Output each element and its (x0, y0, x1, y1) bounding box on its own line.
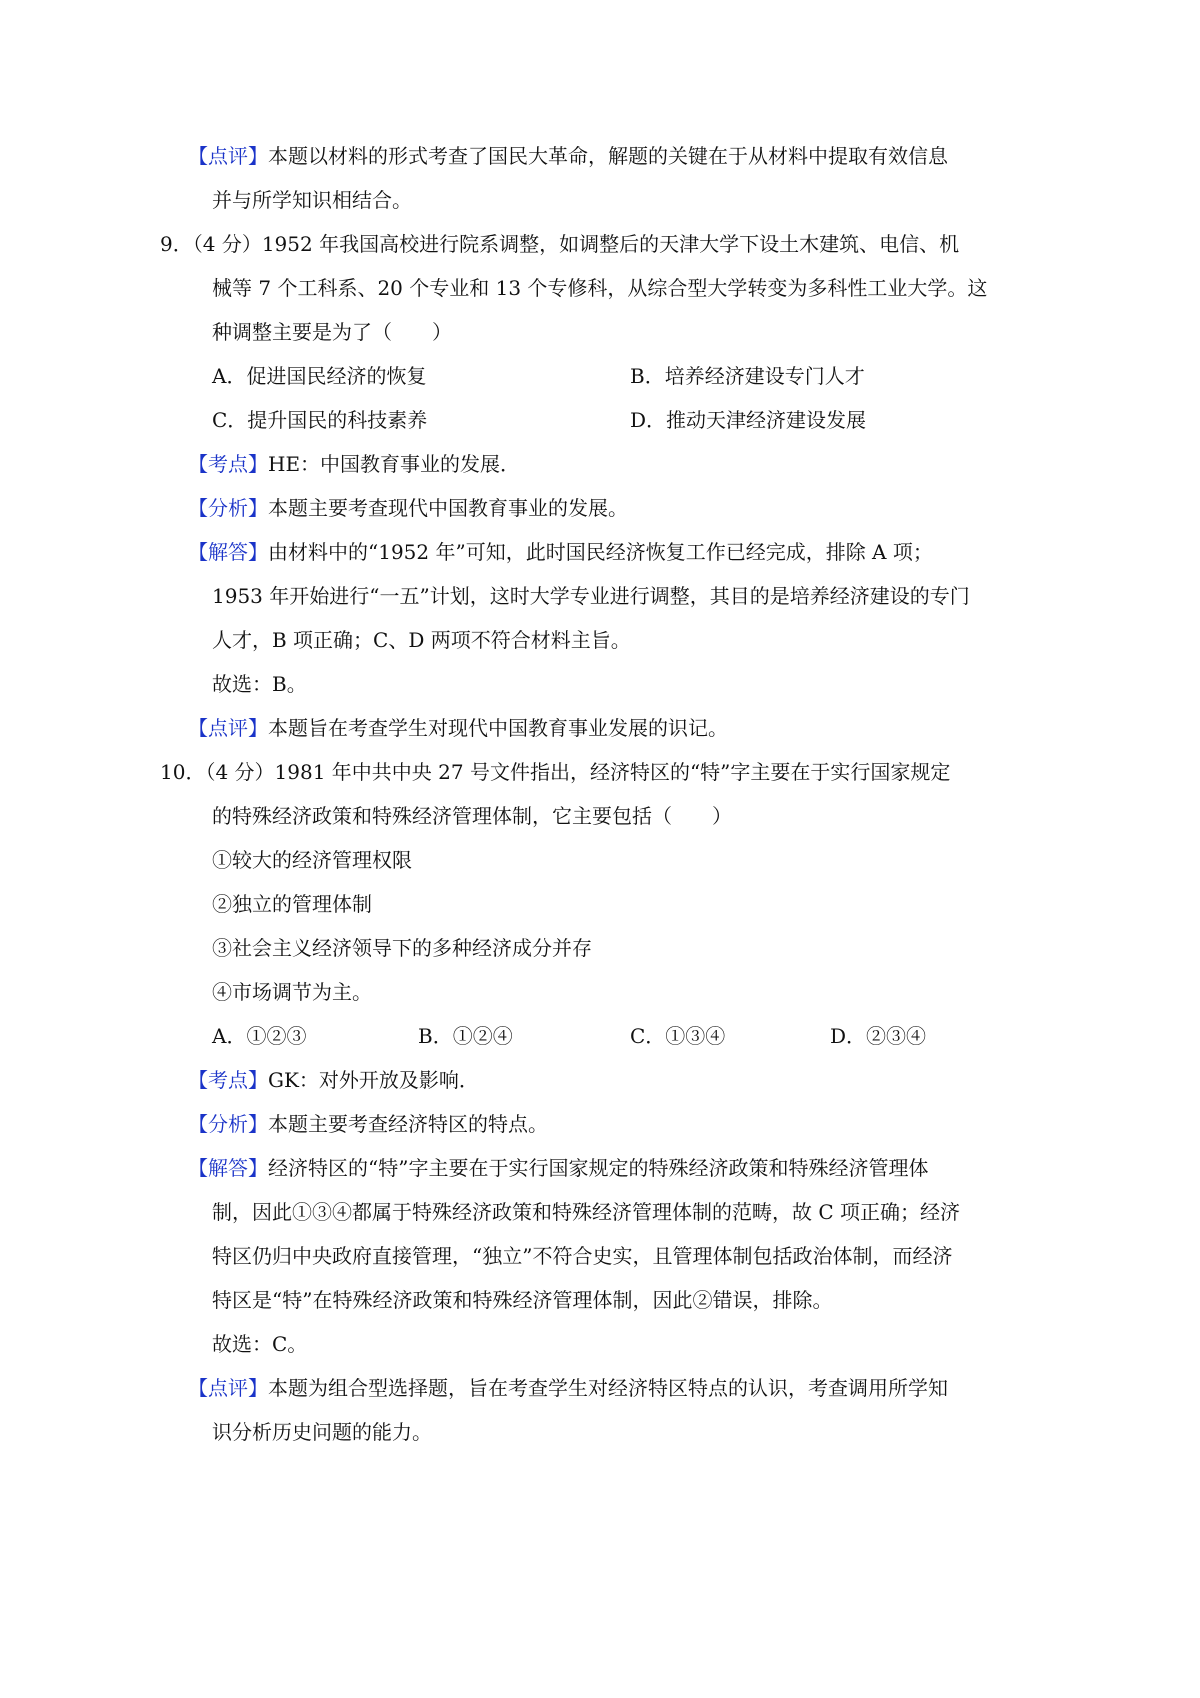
top-review-line-2: 并与所学知识相结合。 (212, 188, 412, 212)
q9-stem-line-2: 械等 7 个工科系、20 个专业和 13 个专修科，从综合型大学转变为多科性工业大学。这 (212, 276, 988, 300)
q10-number: 10． (160, 760, 206, 784)
q9-number: 9． (160, 232, 193, 256)
q10-kaodian: 【考点】GK：对外开放及影响． (188, 1068, 479, 1092)
q10-answer: 故选：C。 (212, 1332, 308, 1356)
q10-item-4: ④市场调节为主。 (212, 980, 372, 1004)
q9-option-d[interactable]: D．推动天津经济建设发展 (630, 408, 867, 432)
q9-review: 【点评】本题旨在考查学生对现代中国教育事业发展的识记。 (188, 716, 728, 740)
q9-jieda-line-3: 人才，B 项正确；C、D 两项不符合材料主旨。 (212, 628, 631, 652)
q9-kaodian: 【考点】HE：中国教育事业的发展． (188, 452, 521, 476)
q10-review-line-2: 识分析历史问题的能力。 (212, 1420, 432, 1444)
q10-item-3: ③社会主义经济领导下的多种经济成分并存 (212, 936, 592, 960)
q9-jieda-line-1: 【解答】由材料中的“1952 年”可知，此时国民经济恢复工作已经完成，排除 A 项； (188, 540, 933, 564)
q9-jieda-line-2: 1953 年开始进行“一五”计划，这时大学专业进行调整，其目的是培养经济建设的专门 (212, 584, 970, 608)
q9-stem-line-3: 种调整主要是为了（ ） (212, 320, 452, 344)
q9-option-a[interactable]: A．促进国民经济的恢复 (212, 364, 427, 388)
q10-option-a[interactable]: A．①②③ (212, 1024, 307, 1048)
q10-item-2: ②独立的管理体制 (212, 892, 372, 916)
q10-fenxi: 【分析】本题主要考查经济特区的特点。 (188, 1112, 548, 1136)
q10-item-1: ①较大的经济管理权限 (212, 848, 412, 872)
q10-jieda-line-2: 制，因此①③④都属于特殊经济政策和特殊经济管理体制的范畴，故 C 项正确；经济 (212, 1200, 961, 1224)
q10-review-line-1: 【点评】本题为组合型选择题，旨在考查学生对经济特区特点的认识，考查调用所学知 (188, 1376, 948, 1400)
q10-stem-line-1: 10．（4 分）1981 年中共中央 27 号文件指出，经济特区的“特”字主要在于实行国家规定 (160, 760, 951, 784)
q9-option-b[interactable]: B．培养经济建设专门人才 (630, 364, 865, 388)
q10-jieda-line-4: 特区是“特”在特殊经济政策和特殊经济管理体制，因此②错误，排除。 (212, 1288, 833, 1312)
q10-option-d[interactable]: D．②③④ (830, 1024, 927, 1048)
top-review-line-1: 【点评】本题以材料的形式考查了国民大革命，解题的关键在于从材料中提取有效信息 (188, 144, 948, 168)
q10-jieda-line-3: 特区仍归中央政府直接管理，“独立”不符合史实，且管理体制包括政治体制，而经济 (212, 1244, 953, 1268)
q10-option-c[interactable]: C．①③④ (630, 1024, 726, 1048)
q10-stem-line-2: 的特殊经济政策和特殊经济管理体制，它主要包括（ ） (212, 804, 732, 828)
q9-answer: 故选：B。 (212, 672, 307, 696)
review-tag: 【点评】 (188, 144, 268, 168)
q10-jieda-line-1: 【解答】经济特区的“特”字主要在于实行国家规定的特殊经济政策和特殊经济管理体 (188, 1156, 929, 1180)
q9-option-c[interactable]: C．提升国民的科技素养 (212, 408, 428, 432)
q10-option-b[interactable]: B．①②④ (418, 1024, 513, 1048)
q9-fenxi: 【分析】本题主要考查现代中国教育事业的发展。 (188, 496, 628, 520)
q9-stem-line-1: 9．（4 分）1952 年我国高校进行院系调整，如调整后的天津大学下设土木建筑、电信、机 (160, 232, 960, 256)
